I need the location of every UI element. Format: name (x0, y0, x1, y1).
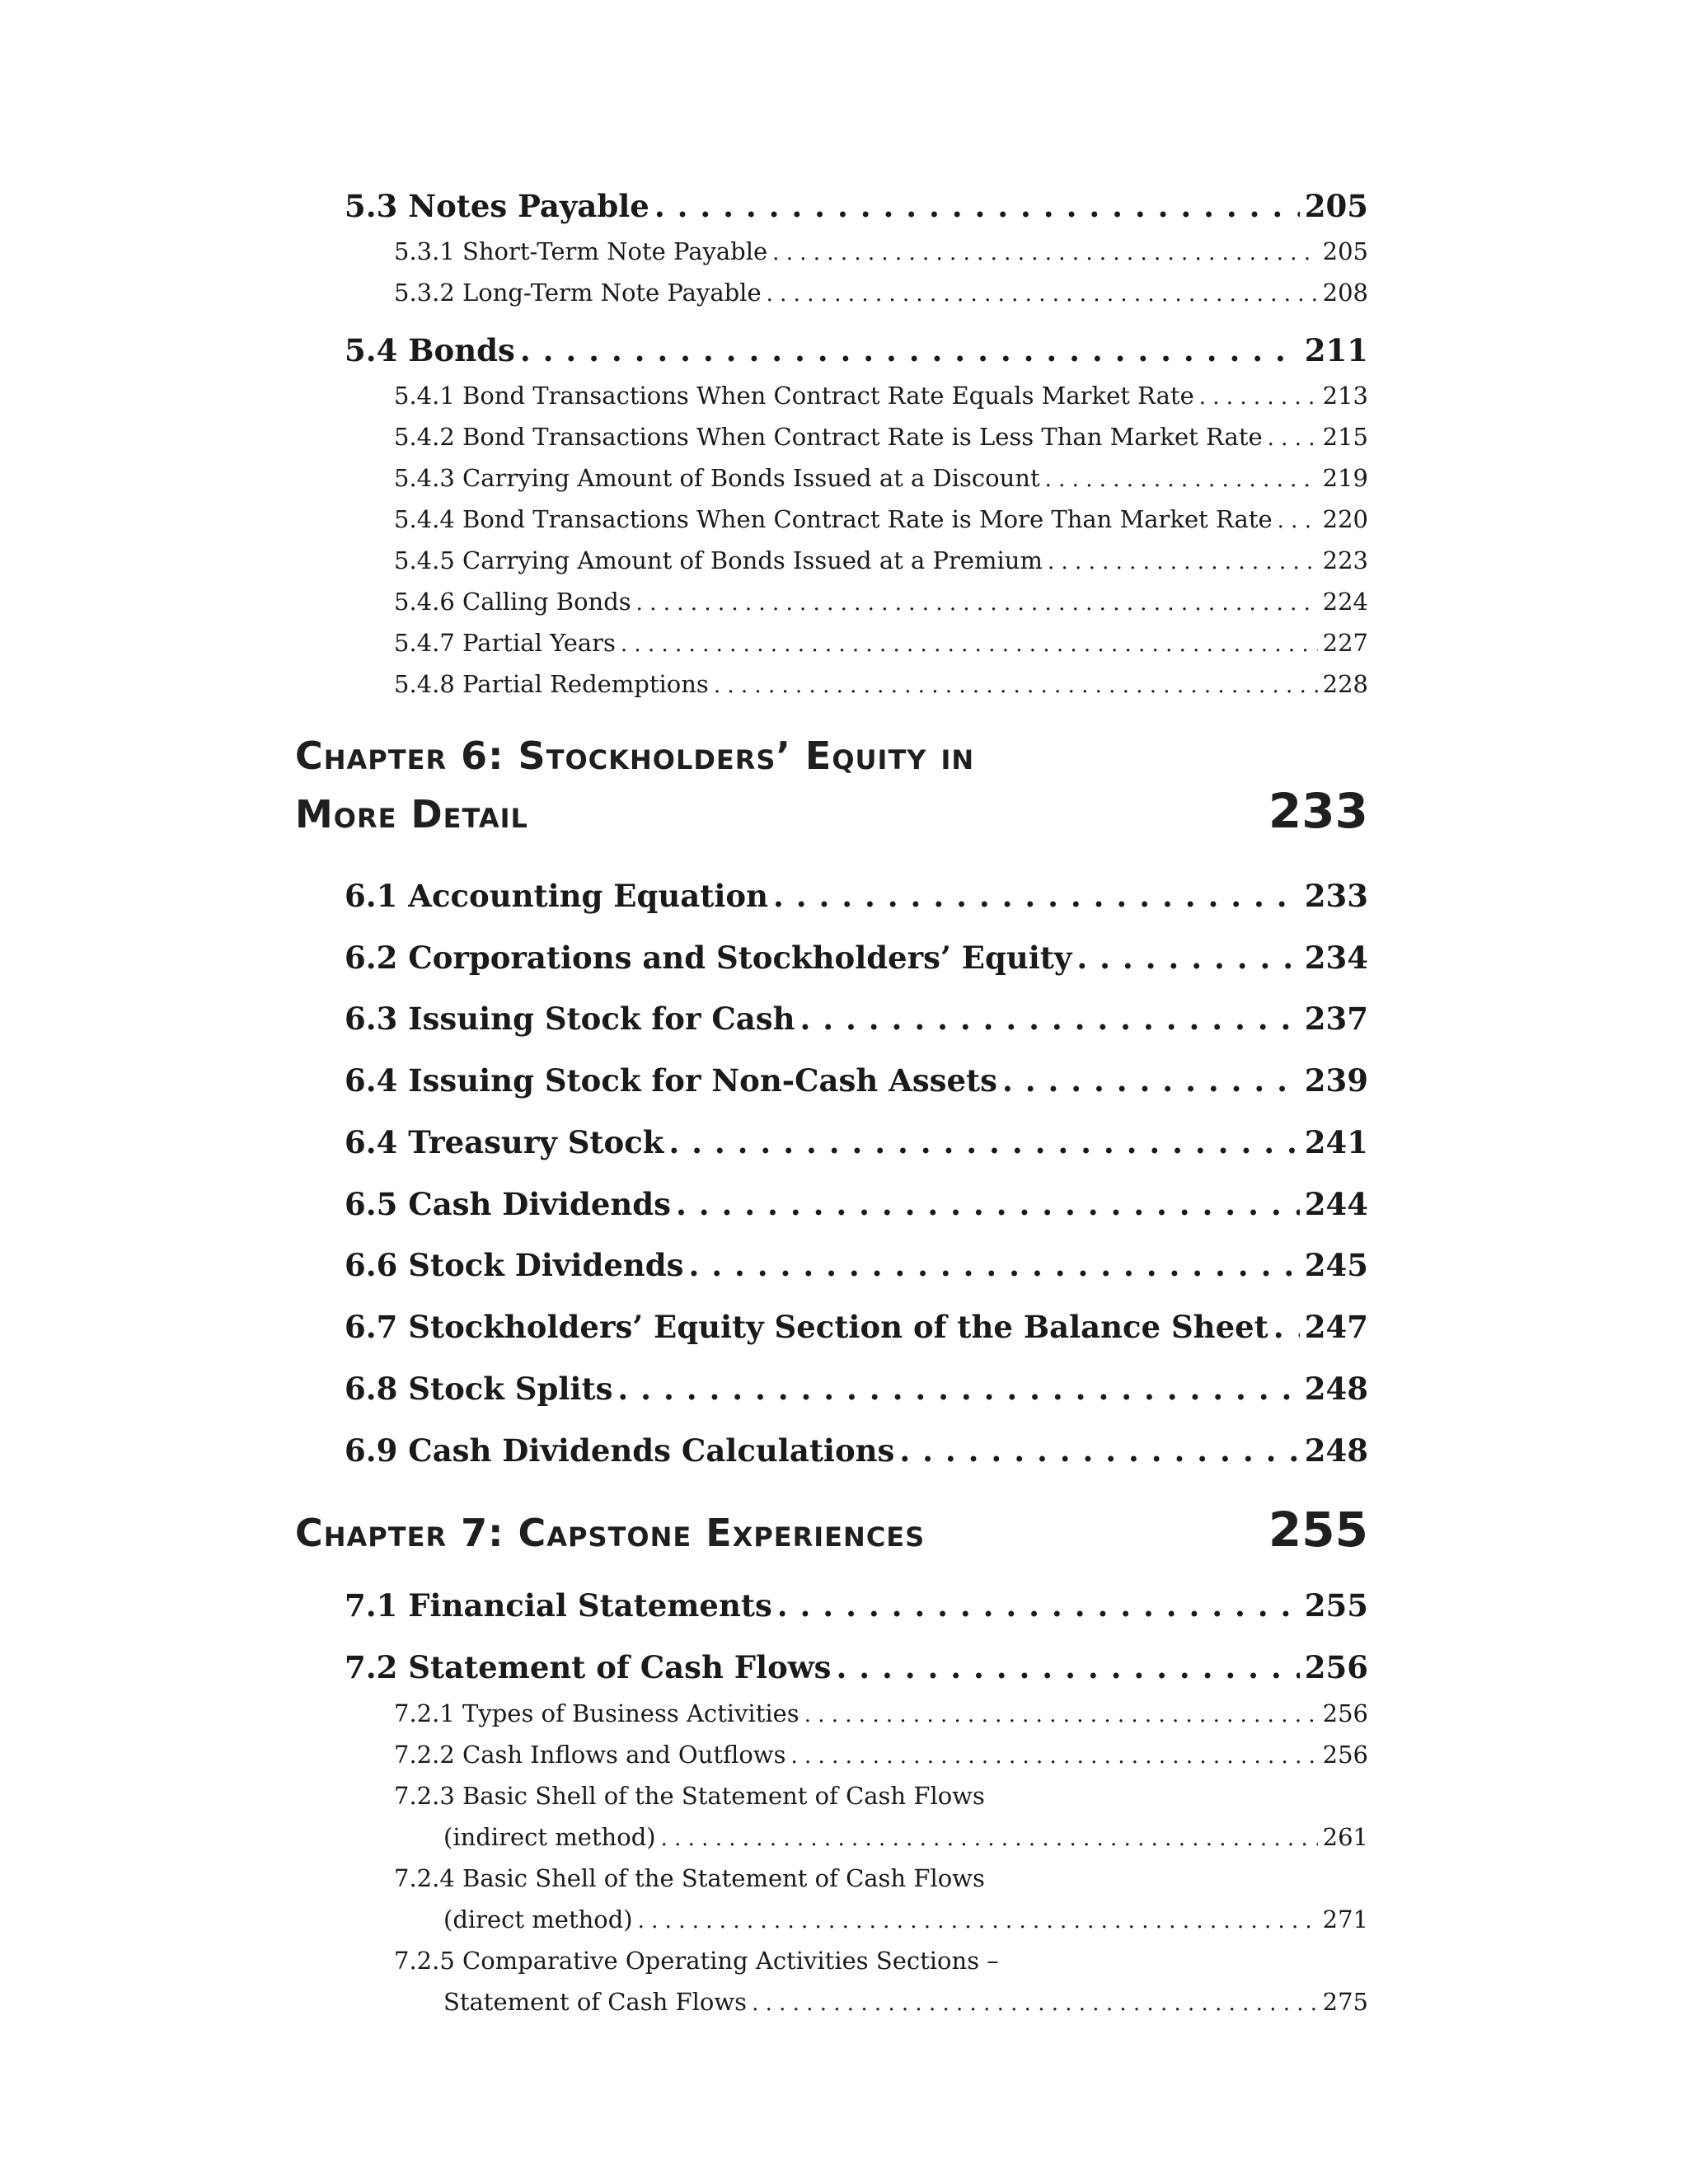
toc-entry-6-3[interactable] (345, 1001, 1368, 1037)
toc-page-number: 244 (1304, 1186, 1368, 1222)
toc-entry-7-2-3-title[interactable]: 7.2.3 Basic Shell of the Statement of Cash Flows (394, 1782, 985, 1810)
toc-page-number: 224 (1322, 588, 1368, 616)
chapter-7-heading[interactable] (295, 1502, 1368, 1558)
toc-label: 6.7 Stockholders’ Equity Section of the Balance Sheet (345, 1309, 1268, 1345)
toc-page-number: 248 (1304, 1432, 1368, 1469)
toc-page-number: 219 (1322, 464, 1368, 492)
toc-label: 5.4.6 Calling Bonds (394, 588, 631, 616)
dot-leader (520, 332, 1300, 368)
toc-label: 6.5 Cash Dividends (345, 1186, 671, 1222)
toc-label: 5.4.2 Bond Transactions When Contract Rate is Less Than Market Rate (394, 423, 1263, 451)
toc-page-number: 223 (1322, 546, 1368, 574)
toc-label: 7.1 Financial Statements (345, 1587, 772, 1624)
toc-page-number: 228 (1322, 670, 1368, 698)
toc-label: 6.4 Treasury Stock (345, 1124, 664, 1160)
toc-page-number: 241 (1304, 1124, 1368, 1160)
toc-label: 5.4.5 Carrying Amount of Bonds Issued at a Premium (394, 546, 1043, 574)
dot-leader (1002, 1062, 1300, 1099)
toc-page-number: 208 (1322, 279, 1368, 307)
toc-page-number: 234 (1304, 940, 1368, 976)
dot-leader (617, 1371, 1299, 1407)
toc-entry-7-2-4-title[interactable]: 7.2.4 Basic Shell of the Statement of Cash Flows (394, 1864, 985, 1892)
toc-page-number: 227 (1322, 629, 1368, 657)
dot-leader (773, 878, 1300, 914)
toc-entry-7-2-4[interactable] (443, 1905, 1368, 1933)
dot-leader (767, 282, 1318, 307)
toc-page-number: 211 (1304, 332, 1368, 368)
dot-leader (1273, 1309, 1300, 1345)
toc-entry-5-4-1[interactable] (394, 382, 1368, 410)
toc-page-number: 248 (1304, 1371, 1368, 1407)
chapter-6-heading[interactable] (295, 733, 1368, 839)
toc-page-number: 255 (1304, 1587, 1368, 1624)
toc-entry-7-2-5[interactable] (443, 1988, 1368, 2016)
toc-label: 6.3 Issuing Stock for Cash (345, 1001, 795, 1037)
toc-page-number: 275 (1322, 1988, 1368, 2016)
toc-page-number: 261 (1322, 1823, 1368, 1851)
toc-entry-6-2[interactable] (345, 940, 1368, 976)
toc-entry-5-4-7[interactable] (394, 629, 1368, 657)
toc-page-number: 256 (1322, 1741, 1368, 1769)
toc-entry-6-1[interactable] (345, 878, 1368, 914)
chapter-title: More Detail (295, 792, 528, 837)
toc-label: 6.8 Stock Splits (345, 1371, 613, 1407)
dot-leader (899, 1432, 1299, 1469)
toc-page-number: 213 (1322, 382, 1368, 410)
toc-entry-5-4[interactable] (345, 332, 1368, 368)
toc-label: 5.3.2 Long-Term Note Payable (394, 279, 762, 307)
toc-page-number: 271 (1322, 1905, 1368, 1933)
toc-label: 6.2 Corporations and Stockholders’ Equity (345, 940, 1072, 976)
dot-leader (1048, 550, 1318, 574)
toc-entry-5-4-4[interactable] (394, 505, 1368, 533)
toc-label: 7.2.2 Cash Inflows and Outflows (394, 1741, 786, 1769)
toc-label: (indirect method) (443, 1823, 656, 1851)
toc-page-number: 220 (1322, 505, 1368, 533)
toc-page-number: 239 (1304, 1062, 1368, 1099)
toc-label: 5.3.1 Short-Term Note Payable (394, 237, 768, 265)
dot-leader (689, 1247, 1300, 1283)
dot-leader (1045, 467, 1318, 492)
toc-label: 5.4 Bonds (345, 332, 515, 368)
toc-label: 6.9 Cash Dividends Calculations (345, 1432, 895, 1469)
toc-entry-7-2-3[interactable] (443, 1823, 1368, 1851)
toc-entry-7-2-2[interactable] (394, 1741, 1368, 1769)
chapter-page-number: 255 (1268, 1502, 1368, 1558)
toc-page-number: 245 (1304, 1247, 1368, 1283)
dot-leader (1076, 940, 1299, 976)
toc-label: (direct method) (443, 1905, 633, 1933)
dot-leader (714, 673, 1318, 698)
toc-label: 5.4.4 Bond Transactions When Contract Rate is More Than Market Rate (394, 505, 1273, 533)
toc-entry-5-4-5[interactable] (394, 546, 1368, 574)
dot-leader (777, 1587, 1300, 1624)
toc-label: 6.4 Issuing Stock for Non-Cash Assets (345, 1062, 997, 1099)
chapter-title: Chapter 7: Capstone Experiences (295, 1511, 926, 1555)
toc-entry-5-4-2[interactable] (394, 423, 1368, 451)
dot-leader (621, 632, 1318, 657)
toc-entry-6-6[interactable] (345, 1247, 1368, 1283)
dot-leader (654, 188, 1300, 224)
dot-leader (1278, 509, 1318, 533)
toc-page-number: 205 (1322, 237, 1368, 265)
toc-page-number: 256 (1322, 1699, 1368, 1727)
toc-label: 5.4.8 Partial Redemptions (394, 670, 709, 698)
toc-entry-7-2-1[interactable] (394, 1699, 1368, 1727)
toc-page-number: 215 (1322, 423, 1368, 451)
dot-leader (772, 241, 1317, 265)
toc-page-number: 233 (1304, 878, 1368, 914)
chapter-title: Chapter 6: Stockholders’ Equity in (295, 733, 975, 778)
toc-label: Statement of Cash Flows (443, 1988, 748, 2016)
toc-label: 6.6 Stock Dividends (345, 1247, 684, 1283)
toc-entry-6-4-treasury[interactable] (345, 1124, 1368, 1160)
dot-leader (836, 1649, 1299, 1685)
dot-leader (804, 1703, 1318, 1727)
toc-entry-5-4-8[interactable] (394, 670, 1368, 698)
dot-leader (1199, 385, 1318, 410)
toc-label: 5.4.3 Carrying Amount of Bonds Issued at a Discount (394, 464, 1040, 492)
dot-leader (752, 1991, 1318, 2016)
toc-entry-5-3-1[interactable] (394, 237, 1368, 265)
dot-leader (676, 1186, 1300, 1222)
toc-entry-5-4-6[interactable] (394, 588, 1368, 616)
toc-entry-7-1[interactable] (345, 1587, 1368, 1624)
toc-entry-5-3-2[interactable] (394, 279, 1368, 307)
toc-page-number: 247 (1304, 1309, 1368, 1345)
toc-label: 7.2.1 Types of Business Activities (394, 1699, 799, 1727)
chapter-page-number: 233 (1268, 783, 1368, 839)
dot-leader (790, 1744, 1317, 1769)
toc-entry-5-3[interactable] (345, 188, 1368, 224)
dot-leader (636, 591, 1318, 616)
toc-page-number: 237 (1304, 1001, 1368, 1037)
toc-entry-7-2[interactable] (345, 1649, 1368, 1685)
dot-leader (800, 1001, 1300, 1037)
toc-entry-7-2-5-title[interactable]: 7.2.5 Comparative Operating Activities Sections – (394, 1947, 999, 1975)
toc-label: 5.3 Notes Payable (345, 188, 649, 224)
toc-entry-6-9[interactable] (345, 1432, 1368, 1469)
toc-label: 7.2 Statement of Cash Flows (345, 1649, 832, 1685)
dot-leader (1268, 426, 1318, 451)
toc-page-number: 205 (1304, 188, 1368, 224)
toc-entry-6-7[interactable] (345, 1309, 1368, 1345)
dot-leader (668, 1124, 1299, 1160)
dot-leader (638, 1909, 1318, 1933)
toc-page-number: 256 (1304, 1649, 1368, 1685)
toc-entry-6-4-non-cash[interactable] (345, 1062, 1368, 1099)
toc-label: 5.4.7 Partial Years (394, 629, 616, 657)
toc-entry-6-8[interactable] (345, 1371, 1368, 1407)
toc-entry-5-4-3[interactable] (394, 464, 1368, 492)
toc-entry-6-5[interactable] (345, 1186, 1368, 1222)
dot-leader (661, 1826, 1318, 1851)
toc-label: 5.4.1 Bond Transactions When Contract Rate Equals Market Rate (394, 382, 1194, 410)
toc-label: 6.1 Accounting Equation (345, 878, 768, 914)
